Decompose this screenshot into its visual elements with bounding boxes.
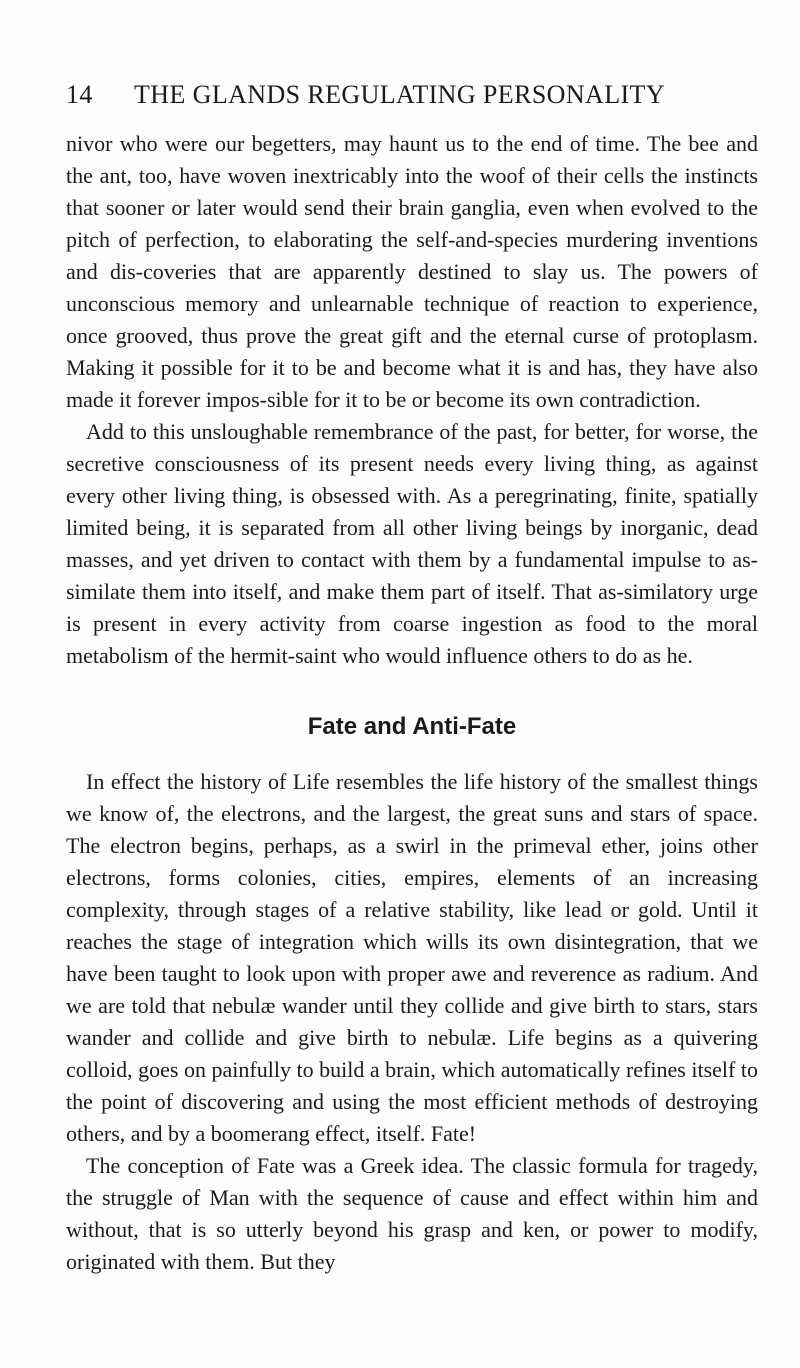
- paragraph: Add to this unsloughable remembrance of the past, for better, for worse, the secretive consciousness of its present needs every living thing, as against every other living thing, is obsessed with. As a peregrinating, finite, spatially limited being, it is separated from all other living beings by inorganic, dead masses, and yet driven to contact with them by a fundamental impulse to as-similate them into itself, and make them part of itself. That as-similatory urge is present in every activity from coarse ingestion as food to the moral metabolism of the hermit-saint who would influence others to do as he.: [66, 419, 758, 668]
- book-page: [66, 80, 758, 1278]
- page-number: 14: [66, 80, 93, 109]
- body-text: [66, 128, 758, 1278]
- section-heading: Fate and Anti-Fate: [307, 713, 517, 740]
- running-head: [66, 80, 758, 110]
- paragraph: In effect the history of Life resembles the life history of the smallest things we know of, the electrons, and the largest, the great suns and stars of space. The electron begins, perhaps, as a swirl in the primeval ether, joins other electrons, forms colonies, cities, empires, elements of an increasing complexity, through stages of a relative stability, like lead or gold. Until it reaches the stage of integration which wills its own disintegration, that we have been taught to look upon with proper awe and reverence as radium. And we are told that nebulæ wander until they collide and give birth to stars, stars wander and collide and give birth to nebulæ. Life begins as a quivering colloid, goes on painfully to build a brain, which automatically refines itself to the point of discovering and using the most efficient methods of destroying others, and by a boomerang effect, itself. Fate!: [66, 769, 758, 1146]
- paragraph: nivor who were our begetters, may haunt us to the end of time. The bee and the ant, too, have woven inextricably into the woof of their cells the instincts that sooner or later would send their brain ganglia, even when evolved to the pitch of perfection, to elaborating the self-and-species murdering inventions and dis-coveries that are apparently destined to slay us. The powers of unconscious memory and unlearnable technique of reaction to experience, once grooved, thus prove the great gift and the eternal curse of protoplasm. Making it possible for it to be and become what it is and has, they have also made it forever impos-sible for it to be or become its own contradiction.: [66, 131, 758, 412]
- paragraph: The conception of Fate was a Greek idea. The classic formula for tragedy, the struggle of Man with the sequence of cause and effect within him and without, that is so utterly beyond his grasp and ken, or power to modify, originated with them. But they: [66, 1153, 758, 1274]
- running-title: THE GLANDS REGULATING PERSONALITY: [134, 80, 666, 109]
